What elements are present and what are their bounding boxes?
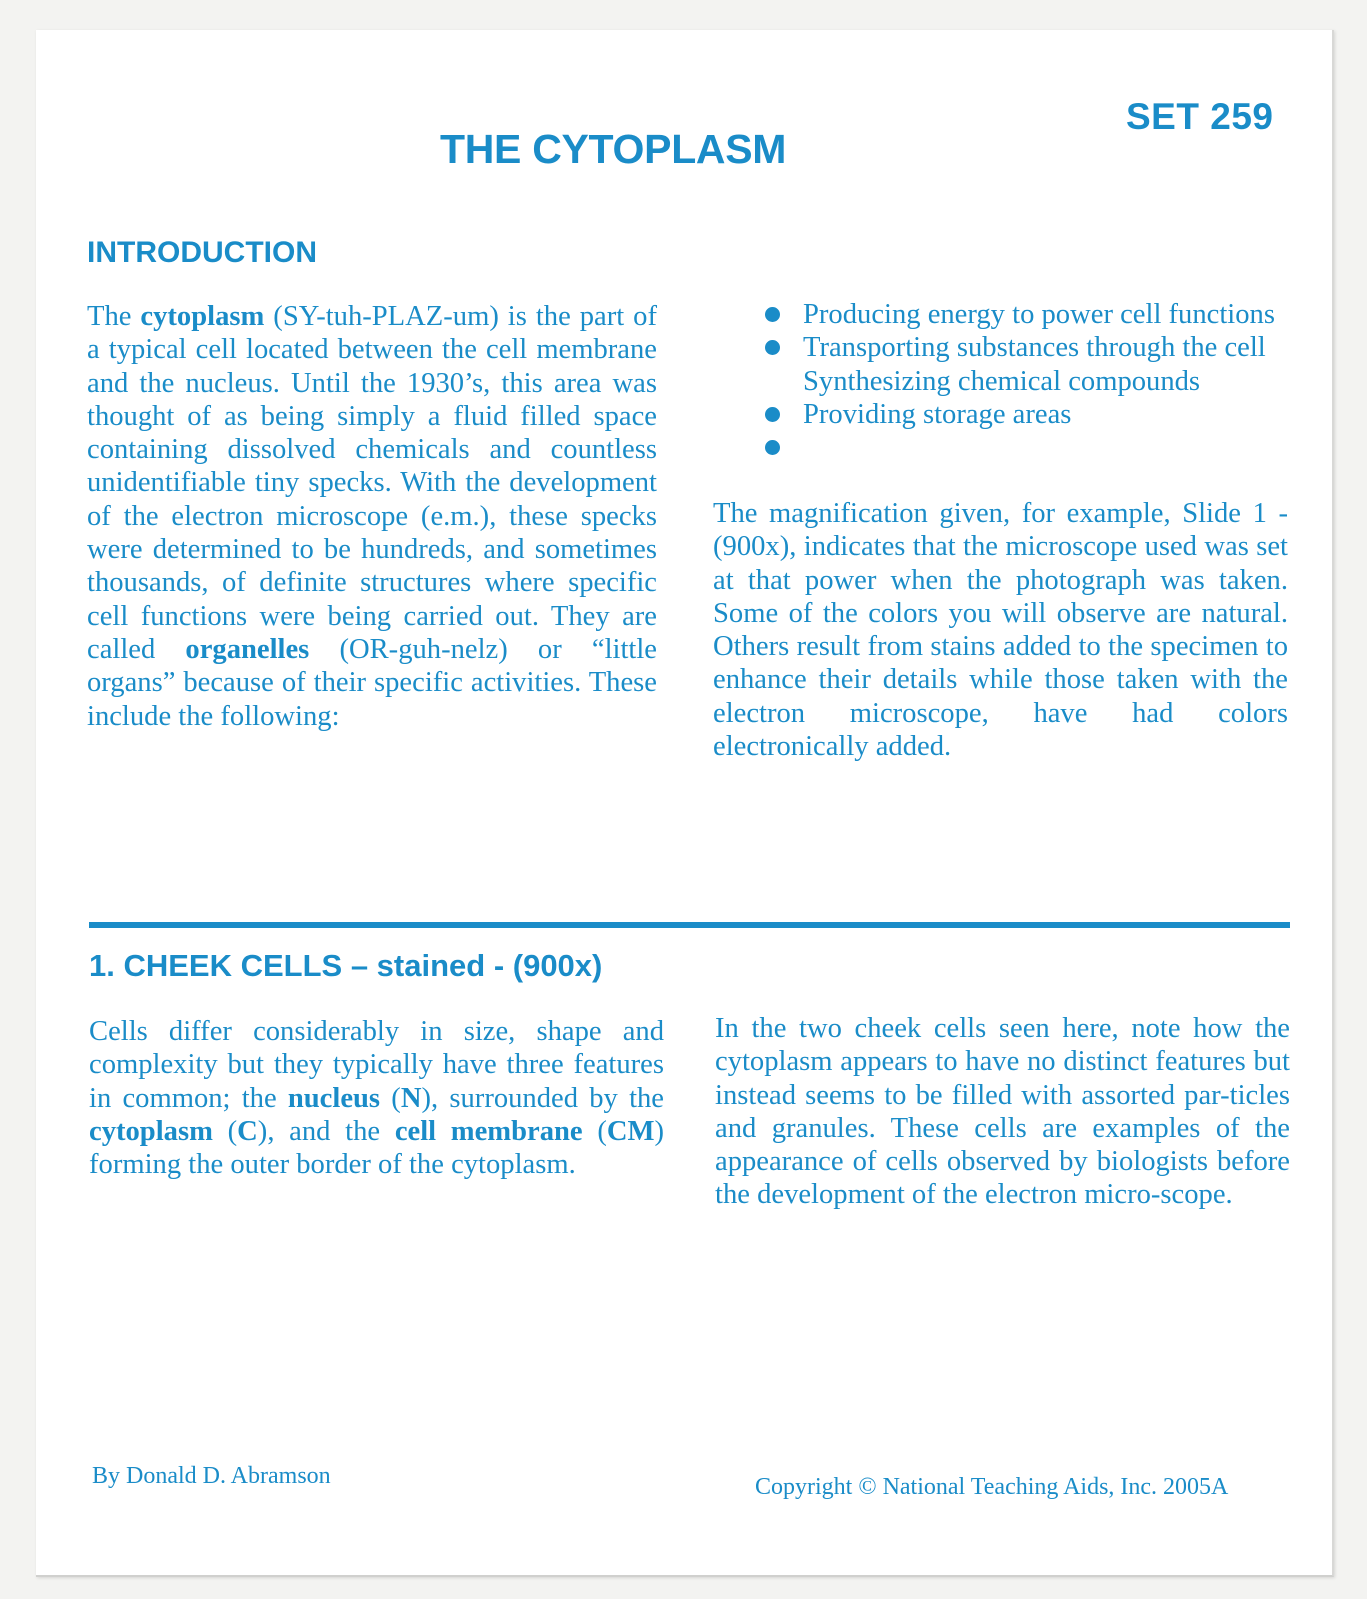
list-item-text: Providing storage areas	[803, 398, 1072, 430]
slide-1-left-paragraph	[89, 1015, 664, 1181]
text-run: (OR-guh-nelz) or “little organs” because of their specific activities. These include the following:	[87, 633, 657, 732]
list-item	[765, 431, 1290, 464]
text-run: (	[212, 1115, 238, 1147]
bullet-icon	[765, 440, 780, 455]
copyright-notice: Copyright © National Teaching Aids, Inc. 2005A	[755, 1474, 1229, 1500]
text-run: ), and the	[257, 1115, 395, 1147]
text-run: ) forming the outer border of the cytoplasm.	[89, 1115, 665, 1181]
slide-1-right-paragraph: In the two cheek cells seen here, note how the cytoplasm appears to have no distinct features but instead seems to be filled with assorted par-ticles and granules. These cells are examples of the appearance of cells observed by biologists before the development of the electron micro-scope.	[715, 1013, 1290, 1211]
page-title: THE CYTOPLASM	[440, 126, 787, 172]
bullet-icon	[765, 407, 780, 422]
term-organelles: organelles	[185, 633, 310, 665]
term-cell-membrane: cell membrane	[394, 1115, 583, 1147]
abbr-cm: CM	[606, 1115, 655, 1147]
text-run: Cells differ considerably in size, shape and complexity but they typically have three features in common; the	[89, 1016, 664, 1114]
list-item-text: Producing energy to power cell functions	[803, 299, 1275, 330]
list-item	[765, 298, 1290, 331]
list-item-text: Transporting substances through the cell	[803, 332, 1266, 364]
slide-1-heading: 1. CHEEK CELLS – stained - (900x)	[89, 948, 603, 983]
text-run: The	[87, 301, 141, 332]
magnification-note: The magnification given, for example, Slide 1 - (900x), indicates that the microscope used was set at that power when the photograph was taken. Some of the colors you will observe are natural. Others result from stains added to the specimen to enhance their details while those taken with the electron microscope, have had colors electronically added.	[713, 498, 1288, 763]
bullet-icon	[765, 340, 780, 355]
term-cytoplasm: cytoplasm	[140, 301, 265, 332]
text-run: ), surrounded by the	[421, 1082, 664, 1114]
author-credit: By Donald D. Abramson	[92, 1463, 331, 1489]
text-run: (	[380, 1082, 401, 1114]
list-item	[765, 365, 1290, 398]
term-cytoplasm: cytoplasm	[89, 1115, 213, 1147]
text-run: (	[582, 1115, 607, 1147]
set-label: SET 259	[1126, 96, 1274, 137]
introduction-paragraph	[87, 300, 657, 733]
term-nucleus: nucleus	[287, 1082, 381, 1114]
section-divider	[89, 922, 1290, 928]
organelle-functions-list	[765, 298, 1290, 464]
text-run: (SY-tuh-PLAZ-um) is the part of a typical cell located between the cell membrane and the nucleus. Until the 1930’s, this area was thought of as being simply a fluid filled space containing dissolved chemicals and countless unidentifiable tiny specks. With the development of the electron microscope (e.m.), these specks were determined to be hundreds, and sometimes thousands, of definite structures where specific cell functions were being carried out. They are called	[87, 301, 657, 665]
abbr-c: C	[237, 1115, 258, 1147]
abbr-n: N	[400, 1082, 422, 1114]
list-item	[765, 398, 1290, 431]
list-item	[765, 331, 1290, 364]
bullet-icon	[765, 307, 780, 322]
introduction-heading: INTRODUCTION	[87, 236, 317, 269]
list-item-text: Synthesizing chemical compounds	[803, 365, 1201, 397]
